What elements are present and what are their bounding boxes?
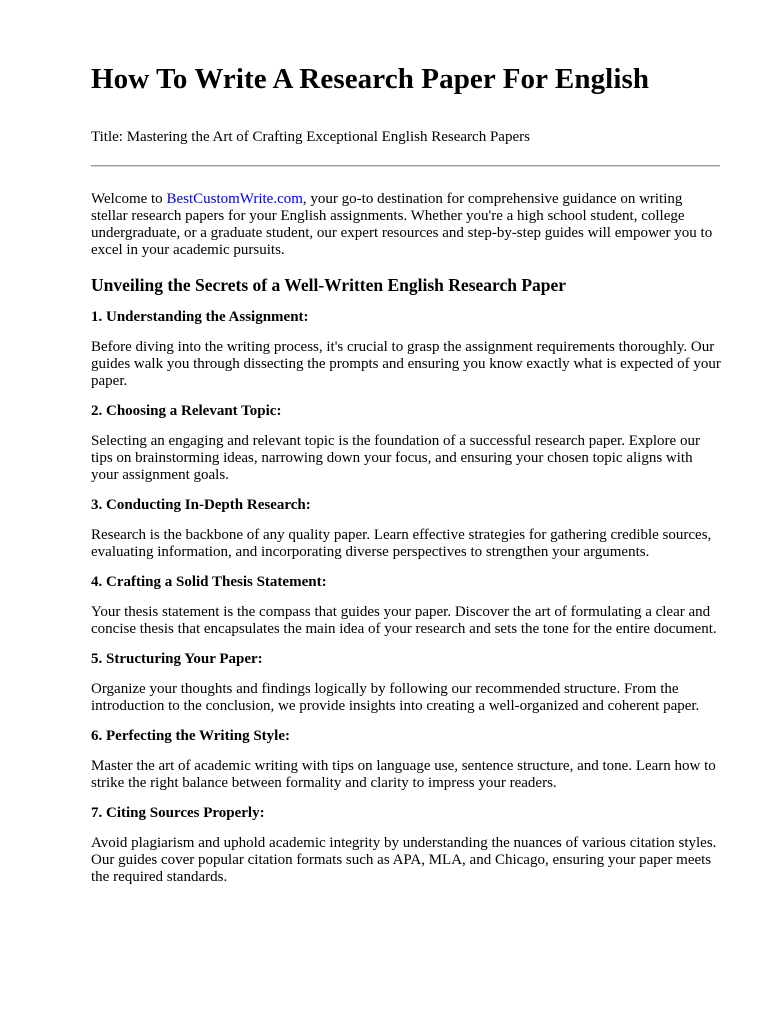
section-thesis-statement [91,573,722,638]
subsection-heading: 6. Perfecting the Writing Style: [91,728,290,744]
subsection-body: Your thesis statement is the compass that guides your paper. Discover the art of formulating a clear and concise thesis that encapsulates the main idea of your research and sets the tone for the entire document. [91,604,717,637]
subsection-body: Master the art of academic writing with tips on language use, sentence structure, and tone. Learn how to strike the right balance between formality and clarity to impress your readers. [91,758,716,791]
intro-text-after-link: , your go-to destination for comprehensive guidance on writing stellar research papers for your English assignments. Whether you're a high school student, college undergraduate, or a graduate student, our expert resources and step-by-step guides will empower you to excel in your academic pursuits. [91,191,713,258]
section-choosing-topic [91,402,722,484]
intro-paragraph [91,191,722,259]
document-subtitle: Title: Mastering the Art of Crafting Exceptional English Research Papers [91,129,530,145]
section-writing-style [91,727,722,792]
subsection-heading: 2. Choosing a Relevant Topic: [91,403,282,419]
section-structuring-paper [91,650,722,715]
section-conducting-research [91,496,722,561]
page-title: How To Write A Research Paper For English [91,63,650,95]
section-citing-sources [91,804,722,886]
intro-text-before-link: Welcome to [91,191,167,207]
subsection-heading: 5. Structuring Your Paper: [91,651,263,667]
subsection-body: Avoid plagiarism and uphold academic integrity by understanding the nuances of various citation styles. Our guides cover popular citation formats such as APA, MLA, and Chicago, ensuring your paper meets the required standards. [91,835,717,885]
horizontal-divider [91,165,720,167]
subsection-heading: 3. Conducting In-Depth Research: [91,497,311,513]
subsection-heading: 1. Understanding the Assignment: [91,309,309,325]
subsection-body: Research is the backbone of any quality paper. Learn effective strategies for gathering credible sources, evaluating information, and incorporating diverse perspectives to strengthen your arguments. [91,527,712,560]
site-link[interactable]: BestCustomWrite.com [166,191,303,207]
subsection-body: Before diving into the writing process, it's crucial to grasp the assignment requirements thoroughly. Our guides walk you through dissecting the prompts and ensuring you know exactly what is expected of your paper. [91,339,721,389]
subsection-heading: 4. Crafting a Solid Thesis Statement: [91,574,327,590]
subsection-body: Organize your thoughts and findings logically by following our recommended structure. From the introduction to the conclusion, we provide insights into creating a well-organized and coherent paper. [91,681,700,714]
section-heading: Unveiling the Secrets of a Well-Written English Research Paper [91,275,567,295]
section-understanding-assignment [91,308,722,390]
subsection-heading: 7. Citing Sources Properly: [91,805,265,821]
subsection-body: Selecting an engaging and relevant topic is the foundation of a successful research paper. Explore our tips on brainstorming ideas, narrowing down your focus, and ensuring your chosen topic aligns with your assignment goals. [91,433,700,483]
